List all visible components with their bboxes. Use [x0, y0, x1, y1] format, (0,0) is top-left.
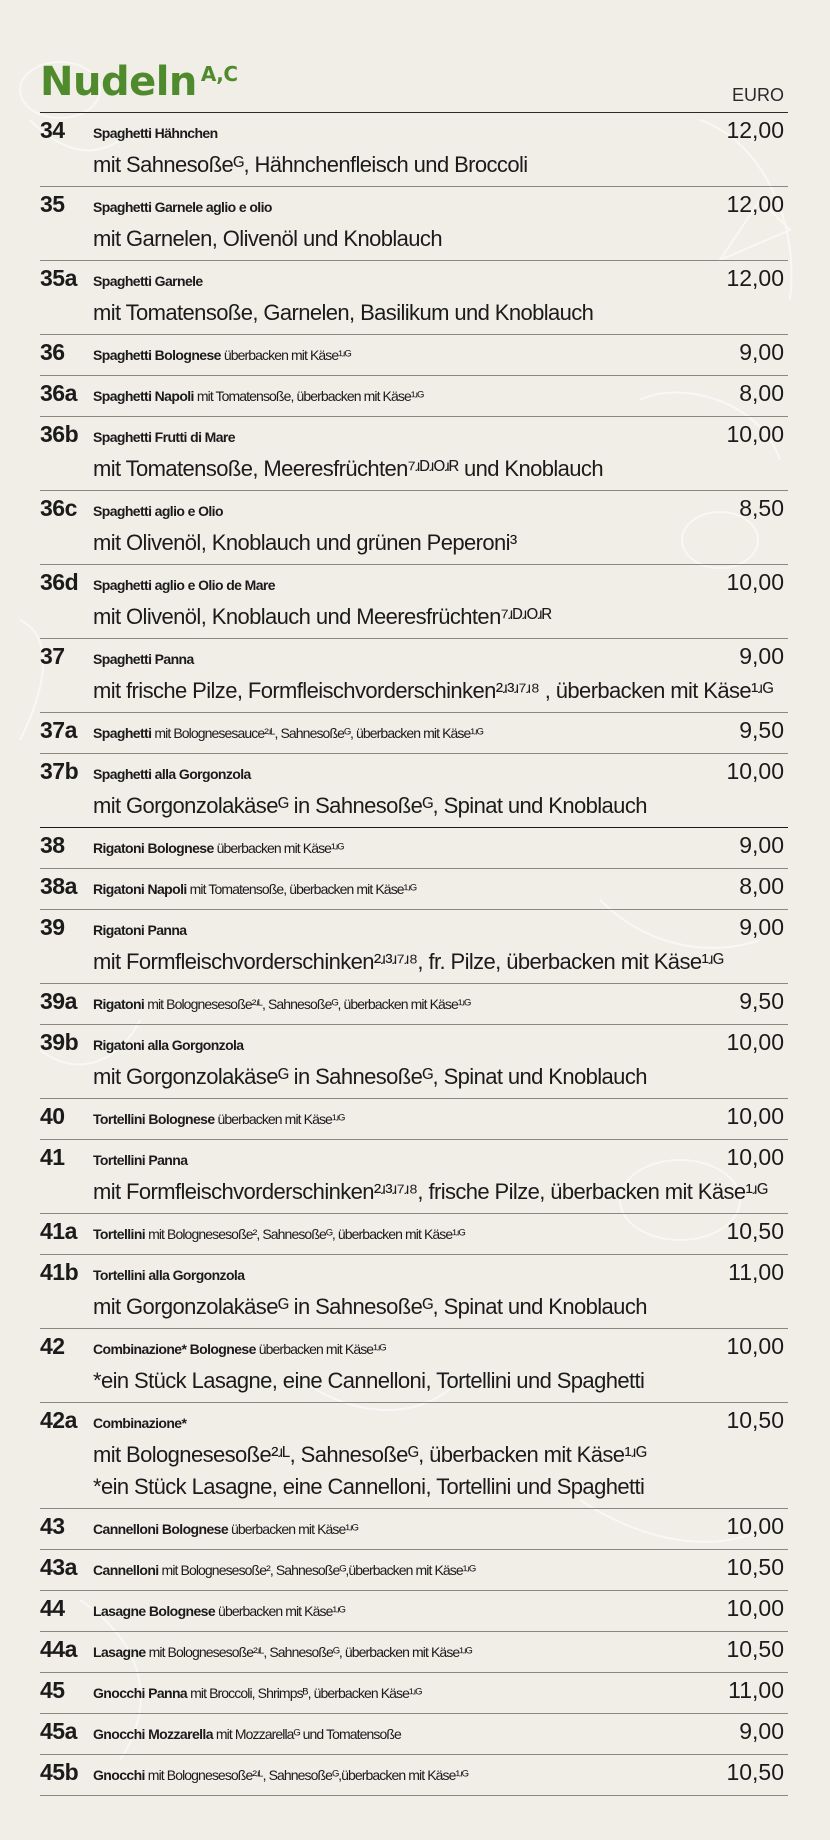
item-description-note: *ein Stück Lasagne, eine Cannelloni, Tortellini und Spaghetti — [93, 1474, 645, 1499]
item-description: mit Sahnesoßeᴳ, Hähnchenfleisch und Broccoli — [93, 152, 528, 177]
item-number: 36d — [40, 569, 79, 595]
menu-item-row — [40, 1714, 788, 1755]
menu-item-row — [40, 1550, 788, 1591]
menu-page — [40, 58, 788, 1796]
item-number: 35 — [40, 191, 65, 217]
item-description-inline: mit Bolognesesoße², Sahnesoßeᴳ, überbacken mit Käse¹ʴᴳ — [145, 1226, 465, 1242]
item-title-line — [93, 569, 788, 601]
item-name: Spaghetti — [93, 725, 152, 741]
item-name: Rigatoni Panna — [93, 922, 187, 938]
item-number: 40 — [40, 1103, 65, 1129]
menu-item-row — [40, 1255, 788, 1329]
item-name: Gnocchi Mozzarella — [93, 1726, 213, 1742]
menu-item-row — [40, 1099, 788, 1140]
menu-item-row — [40, 1140, 788, 1214]
item-title-line — [93, 1636, 788, 1668]
item-name: Spaghetti Panna — [93, 651, 194, 667]
item-number: 34 — [40, 117, 65, 143]
menu-item-row — [40, 1025, 788, 1099]
item-title-line — [93, 339, 788, 371]
item-name: Rigatoni alla Gorgonzola — [93, 1037, 244, 1053]
item-description: mit Olivenöl, Knoblauch und Meeresfrüchten⁷ʴᴰʴᴼʴᴿ — [93, 604, 552, 629]
item-title-line — [93, 1759, 788, 1791]
item-number: 39 — [40, 914, 65, 940]
item-price: 10,50 — [726, 1554, 784, 1580]
item-price: 8,50 — [739, 495, 784, 521]
menu-item-row — [40, 417, 788, 491]
menu-item-row — [40, 261, 788, 335]
item-price: 10,50 — [726, 1218, 784, 1244]
item-title-line — [93, 191, 788, 223]
item-description: mit Tomatensoße, Meeresfrüchten⁷ʴᴰʴᴼʴᴿ und Knoblauch — [93, 456, 603, 481]
item-title-line — [93, 1554, 788, 1586]
item-description-inline: mit Bolognesesoße²ʴᴸ, Sahnesoßeᴳ, überbacken mit Käse¹ʴᴳ — [145, 1644, 472, 1660]
item-title-line — [93, 1677, 788, 1709]
item-price: 8,00 — [739, 873, 784, 899]
item-title-line — [93, 1218, 788, 1250]
item-title-line — [93, 1513, 788, 1545]
item-name: Spaghetti Hähnchen — [93, 125, 218, 141]
item-name: Spaghetti aglio e Olio de Mare — [93, 577, 275, 593]
item-price: 12,00 — [726, 117, 784, 143]
item-description-inline: mit Bolognesesauce²ʴᴸ, Sahnesoßeᴳ, überbacken mit Käse¹ʴᴳ — [151, 725, 483, 741]
item-name: Rigatoni — [93, 996, 145, 1012]
item-description-inline: mit Tomatensoße, überbacken mit Käse¹ʴᴳ — [193, 388, 424, 404]
item-description-inline: überbacken mit Käse¹ʴᴳ — [214, 1111, 345, 1127]
menu-item-row — [40, 1509, 788, 1550]
item-price: 12,00 — [726, 191, 784, 217]
item-name: Combinazione* — [93, 1415, 187, 1431]
currency-label: EURO — [731, 85, 784, 105]
item-description-inline: mit Bolognesesoße²ʴᴸ, Sahnesoßeᴳ,überbacken mit Käse¹ʴᴳ — [144, 1767, 468, 1783]
item-description-inline: mit Bolognesesoße²ʴᴸ, Sahnesoßeᴳ, überbacken mit Käse¹ʴᴳ — [144, 996, 471, 1012]
section-title-text: Nudeln — [40, 59, 197, 105]
item-price: 10,00 — [726, 1144, 784, 1170]
item-price: 9,50 — [739, 988, 784, 1014]
item-description: mit frische Pilze, Formfleischvorderschinken²ʴ³ʴ⁷ʴ⁸ , überbacken mit Käse¹ʴᴳ — [93, 678, 773, 703]
menu-item-row — [40, 1214, 788, 1255]
item-name: Combinazione* Bolognese — [93, 1341, 256, 1357]
item-description: mit Formfleischvorderschinken²ʴ³ʴ⁷ʴ⁸, fr. Pilze, überbacken mit Käse¹ʴᴳ — [93, 949, 724, 974]
menu-item-row — [40, 639, 788, 713]
item-description: mit Bolognesesoße²ʴᴸ, Sahnesoßeᴳ, überbacken mit Käse¹ʴᴳ — [93, 1442, 647, 1467]
item-title-line — [93, 988, 788, 1020]
menu-item-row — [40, 113, 788, 187]
item-price: 10,00 — [726, 421, 784, 447]
menu-item-row — [40, 1329, 788, 1403]
item-price: 10,00 — [726, 569, 784, 595]
menu-item-row — [40, 335, 788, 376]
item-title-line — [93, 117, 788, 149]
item-name: Spaghetti alla Gorgonzola — [93, 766, 251, 782]
item-price: 10,50 — [726, 1407, 784, 1433]
item-name: Tortellini Panna — [93, 1152, 188, 1168]
item-price: 9,00 — [739, 339, 784, 365]
item-number: 38 — [40, 832, 65, 858]
item-name: Spaghetti Frutti di Mare — [93, 429, 235, 445]
item-price: 10,50 — [726, 1636, 784, 1662]
item-description: mit Gorgonzolakäseᴳ in Sahnesoßeᴳ, Spinat und Knoblauch — [93, 1064, 647, 1089]
item-number: 41a — [40, 1218, 77, 1244]
section-header — [40, 58, 788, 113]
item-number: 45 — [40, 1677, 65, 1703]
item-name: Lasagne — [93, 1644, 146, 1660]
item-description: mit Garnelen, Olivenöl und Knoblauch — [93, 226, 442, 251]
menu-item-row — [40, 1755, 788, 1796]
item-number: 36c — [40, 495, 77, 521]
item-description-inline: überbacken mit Käse¹ʴᴳ — [255, 1341, 386, 1357]
section-title — [40, 59, 238, 105]
item-number: 42a — [40, 1407, 77, 1433]
item-price: 9,00 — [739, 643, 784, 669]
item-title-line — [93, 1407, 788, 1439]
item-title-line — [93, 380, 788, 412]
menu-item-row — [40, 754, 788, 828]
item-name: Tortellini alla Gorgonzola — [93, 1267, 245, 1283]
item-price: 10,00 — [726, 1513, 784, 1539]
item-name: Cannelloni Bolognese — [93, 1521, 229, 1537]
item-price: 12,00 — [726, 265, 784, 291]
item-number: 39a — [40, 988, 77, 1014]
item-number: 44 — [40, 1595, 65, 1621]
item-number: 39b — [40, 1029, 79, 1055]
menu-item-row — [40, 1403, 788, 1509]
item-description: mit Tomatensoße, Garnelen, Basilikum und Knoblauch — [93, 300, 594, 325]
item-title-line — [93, 1718, 788, 1750]
item-price: 10,00 — [726, 1333, 784, 1359]
item-number: 38a — [40, 873, 77, 899]
item-title-line — [93, 914, 788, 946]
menu-item-row — [40, 828, 788, 869]
item-price: 11,00 — [728, 1259, 784, 1285]
menu-item-row — [40, 1673, 788, 1714]
item-number: 42 — [40, 1333, 65, 1359]
item-price: 9,50 — [739, 717, 784, 743]
item-title-line — [93, 758, 788, 790]
item-title-line — [93, 832, 788, 864]
item-title-line — [93, 717, 788, 749]
item-description-inline: überbacken mit Käse¹ʴᴳ — [220, 347, 351, 363]
menu-item-row — [40, 984, 788, 1025]
item-number: 41 — [40, 1144, 65, 1170]
item-title-line — [93, 265, 788, 297]
item-title-line — [93, 1029, 788, 1061]
item-description: *ein Stück Lasagne, eine Cannelloni, Tortellini und Spaghetti — [93, 1368, 645, 1393]
item-description-inline: mit Tomatensoße, überbacken mit Käse¹ʴᴳ — [186, 881, 416, 897]
item-description-inline: überbacken mit Käse¹ʴᴳ — [215, 1603, 345, 1619]
menu-item-row — [40, 187, 788, 261]
item-description-inline: mit Mozzarellaᴳ und Tomatensoße — [212, 1726, 401, 1742]
item-name: Rigatoni Napoli — [93, 881, 187, 897]
item-name: Tortellini Bolognese — [93, 1111, 215, 1127]
item-description-inline: mit Broccoli, Shrimpsᴮ, überbacken Käse¹ʴᴳ — [187, 1685, 422, 1701]
item-name: Gnocchi — [93, 1767, 145, 1783]
item-title-line — [93, 1595, 788, 1627]
item-title-line — [93, 1259, 788, 1291]
item-name: Spaghetti Bolognese — [93, 347, 221, 363]
item-number: 44a — [40, 1636, 77, 1662]
item-title-line — [93, 873, 788, 905]
item-number: 35a — [40, 265, 77, 291]
item-price: 9,00 — [739, 914, 784, 940]
item-number: 43 — [40, 1513, 65, 1539]
item-number: 37 — [40, 643, 65, 669]
item-number: 36a — [40, 380, 77, 406]
menu-item-row — [40, 565, 788, 639]
item-title-line — [93, 643, 788, 675]
item-description: mit Gorgonzolakäseᴳ in Sahnesoßeᴳ, Spinat und Knoblauch — [93, 1294, 647, 1319]
item-number: 41b — [40, 1259, 79, 1285]
item-number: 36 — [40, 339, 65, 365]
item-description-inline: überbacken mit Käse¹ʴᴳ — [228, 1521, 358, 1537]
item-title-line — [93, 1333, 788, 1365]
item-description: mit Gorgonzolakäseᴳ in Sahnesoßeᴳ, Spinat und Knoblauch — [93, 793, 647, 818]
item-number: 45b — [40, 1759, 79, 1785]
item-price: 9,00 — [739, 832, 784, 858]
item-number: 37b — [40, 758, 79, 784]
menu-item-row — [40, 376, 788, 417]
item-number: 36b — [40, 421, 79, 447]
menu-item-row — [40, 713, 788, 754]
item-price: 10,00 — [726, 1103, 784, 1129]
item-title-line — [93, 1144, 788, 1176]
menu-item-row — [40, 1591, 788, 1632]
section-title-allergens: A,C — [200, 62, 238, 86]
menu-item-row — [40, 869, 788, 910]
item-title-line — [93, 1103, 788, 1135]
menu-item-row — [40, 910, 788, 984]
item-name: Spaghetti Garnele aglio e olio — [93, 199, 272, 215]
item-price: 10,00 — [726, 758, 784, 784]
item-description-inline: überbacken mit Käse¹ʴᴳ — [213, 840, 344, 856]
item-name: Rigatoni Bolognese — [93, 840, 214, 856]
item-price: 10,50 — [726, 1759, 784, 1785]
item-title-line — [93, 495, 788, 527]
item-price: 8,00 — [739, 380, 784, 406]
item-description: mit Formfleischvorderschinken²ʴ³ʴ⁷ʴ⁸, frische Pilze, überbacken mit Käse¹ʴᴳ — [93, 1179, 768, 1204]
menu-item-list — [40, 113, 788, 1796]
item-name: Spaghetti Garnele — [93, 273, 203, 289]
item-title-line — [93, 421, 788, 453]
item-price: 10,00 — [726, 1595, 784, 1621]
item-price: 10,00 — [726, 1029, 784, 1055]
item-name: Spaghetti aglio e Olio — [93, 503, 223, 519]
menu-item-row — [40, 1632, 788, 1673]
item-name: Spaghetti Napoli — [93, 388, 194, 404]
item-price: 11,00 — [728, 1677, 784, 1703]
item-name: Gnocchi Panna — [93, 1685, 188, 1701]
item-description-inline: mit Bolognesesoße², Sahnesoßeᴳ,überbacken mit Käse¹ʴᴳ — [158, 1562, 476, 1578]
item-description: mit Olivenöl, Knoblauch und grünen Peperoni³ — [93, 530, 517, 555]
item-price: 9,00 — [739, 1718, 784, 1744]
item-number: 43a — [40, 1554, 77, 1580]
item-number: 37a — [40, 717, 77, 743]
item-name: Tortellini — [93, 1226, 146, 1242]
item-name: Cannelloni — [93, 1562, 159, 1578]
item-name: Lasagne Bolognese — [93, 1603, 216, 1619]
menu-item-row — [40, 491, 788, 565]
item-number: 45a — [40, 1718, 77, 1744]
